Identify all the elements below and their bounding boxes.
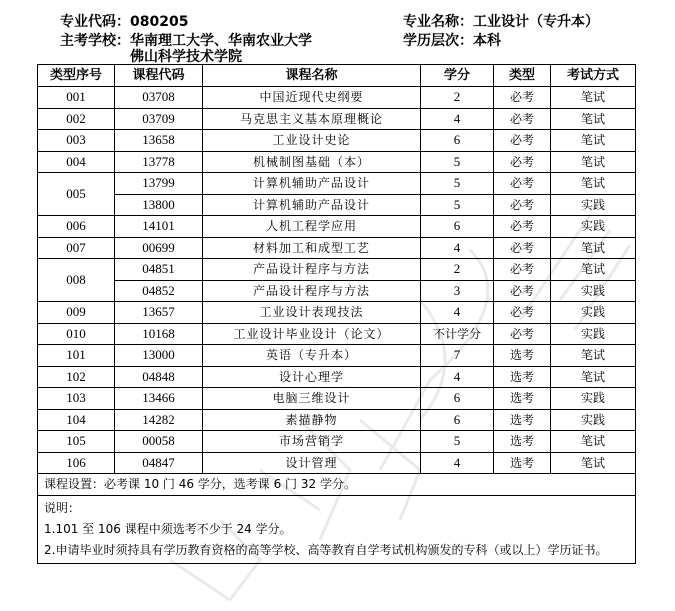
- credit-cell: 4: [421, 302, 494, 324]
- credit-cell: 5: [421, 194, 494, 216]
- credit-cell: 6: [421, 216, 494, 238]
- exam-cell: 实践: [551, 388, 636, 410]
- name-cell: 人机工程学应用: [203, 216, 421, 238]
- name-cell: 马克思主义基本原理概论: [203, 108, 421, 130]
- name-cell: 产品设计程序与方法: [203, 259, 421, 281]
- table-row: [38, 151, 636, 173]
- name-cell: 市场营销学: [203, 431, 421, 453]
- notes-title: 说明：: [44, 500, 81, 515]
- seq-cell: 102: [38, 366, 115, 388]
- schools-label: 主考学校：: [60, 33, 130, 49]
- table-row: [38, 259, 636, 281]
- credit-cell: 4: [421, 237, 494, 259]
- exam-cell: 笔试: [551, 108, 636, 130]
- exam-cell: 实践: [551, 194, 636, 216]
- note-1: 1.101 至 106 课程中须选考不少于 24 学分。: [44, 521, 292, 536]
- table-row: [38, 108, 636, 130]
- type-cell: 选考: [494, 431, 551, 453]
- name-cell: 计算机辅助产品设计: [203, 173, 421, 195]
- table-row: [38, 130, 636, 152]
- seq-cell: 106: [38, 452, 115, 474]
- name-cell: 设计心理学: [203, 366, 421, 388]
- summary-row: [38, 474, 636, 496]
- credit-cell: 6: [421, 388, 494, 410]
- table-row: [38, 345, 636, 367]
- exam-cell: 实践: [551, 280, 636, 302]
- code-cell: 10168: [115, 323, 203, 345]
- table-row: [38, 388, 636, 410]
- credit-cell: 4: [421, 108, 494, 130]
- table-row: [38, 452, 636, 474]
- seq-cell: 008: [38, 259, 115, 302]
- code-cell: 00699: [115, 237, 203, 259]
- schools-line1: 华南理工大学、华南农业大学: [130, 33, 312, 49]
- table-row: [38, 87, 636, 109]
- credit-cell: 6: [421, 130, 494, 152]
- seq-cell: 101: [38, 345, 115, 367]
- type-cell: 必考: [494, 259, 551, 281]
- course-summary: 课程设置：必考课 10 门 46 学分，选考课 6 门 32 学分。: [38, 474, 636, 496]
- seq-cell: 003: [38, 130, 115, 152]
- code-cell: 03708: [115, 87, 203, 109]
- exam-cell: 笔试: [551, 151, 636, 173]
- type-cell: 必考: [494, 130, 551, 152]
- type-cell: 必考: [494, 302, 551, 324]
- table-row: [38, 302, 636, 324]
- exam-cell: 实践: [551, 216, 636, 238]
- code-cell: 14101: [115, 216, 203, 238]
- exam-cell: 实践: [551, 302, 636, 324]
- exam-cell: 笔试: [551, 87, 636, 109]
- note-2: 2.申请毕业时须持具有学历教育资格的高等学校、高等教育自学考试机构颁发的专科（或以上）学历证书。: [44, 542, 608, 557]
- code-cell: 00058: [115, 431, 203, 453]
- exam-cell: 笔试: [551, 345, 636, 367]
- exam-cell: 笔试: [551, 237, 636, 259]
- credit-cell: 4: [421, 366, 494, 388]
- code-cell: 13000: [115, 345, 203, 367]
- credit-cell: 6: [421, 409, 494, 431]
- code-cell: 13657: [115, 302, 203, 324]
- credit-cell: 7: [421, 345, 494, 367]
- exam-cell: 笔试: [551, 173, 636, 195]
- name-cell: 素描静物: [203, 409, 421, 431]
- seq-cell: 005: [38, 173, 115, 216]
- table-row: [38, 237, 636, 259]
- type-cell: 必考: [494, 237, 551, 259]
- exam-cell: 笔试: [551, 431, 636, 453]
- notes-row: [38, 495, 636, 563]
- type-cell: 必考: [494, 194, 551, 216]
- credit-cell: 5: [421, 431, 494, 453]
- col-header-code: 课程代码: [115, 65, 203, 87]
- type-cell: 选考: [494, 452, 551, 474]
- name-cell: 工业设计毕业设计（论文）: [203, 323, 421, 345]
- major-name-label: 专业名称：: [403, 14, 473, 30]
- major-name: [403, 13, 599, 31]
- name-cell: 设计管理: [203, 452, 421, 474]
- major-code: [60, 13, 188, 31]
- exam-cell: 实践: [551, 323, 636, 345]
- table-row: [38, 323, 636, 345]
- credit-cell: 3: [421, 280, 494, 302]
- table-row: [38, 173, 636, 195]
- schools-line2: 佛山科学技术学院: [130, 49, 242, 65]
- seq-cell: 010: [38, 323, 115, 345]
- seq-cell: 105: [38, 431, 115, 453]
- seq-cell: 001: [38, 87, 115, 109]
- major-code-label: 专业代码：: [60, 14, 130, 30]
- name-cell: 产品设计程序与方法: [203, 280, 421, 302]
- table-row: [38, 194, 636, 216]
- credit-cell: 2: [421, 259, 494, 281]
- table-row: [38, 409, 636, 431]
- credit-cell: 4: [421, 452, 494, 474]
- seq-cell: 103: [38, 388, 115, 410]
- code-cell: 13800: [115, 194, 203, 216]
- type-cell: 必考: [494, 323, 551, 345]
- table-row: [38, 216, 636, 238]
- type-cell: 必考: [494, 173, 551, 195]
- education-level: [403, 32, 501, 50]
- exam-cell: 笔试: [551, 259, 636, 281]
- name-cell: 电脑三维设计: [203, 388, 421, 410]
- exam-cell: 笔试: [551, 452, 636, 474]
- name-cell: 计算机辅助产品设计: [203, 194, 421, 216]
- col-header-type: 类型: [494, 65, 551, 87]
- name-cell: 英语（专升本）: [203, 345, 421, 367]
- name-cell: 中国近现代史纲要: [203, 87, 421, 109]
- col-header-credit: 学分: [421, 65, 494, 87]
- credit-cell: 不计学分: [421, 323, 494, 345]
- name-cell: 材料加工和成型工艺: [203, 237, 421, 259]
- code-cell: 13799: [115, 173, 203, 195]
- credit-cell: 5: [421, 173, 494, 195]
- exam-cell: 笔试: [551, 130, 636, 152]
- table-row: [38, 431, 636, 453]
- name-cell: 工业设计表现技法: [203, 302, 421, 324]
- seq-cell: 104: [38, 409, 115, 431]
- course-table: [37, 64, 636, 564]
- seq-cell: 006: [38, 216, 115, 238]
- type-cell: 必考: [494, 280, 551, 302]
- type-cell: 必考: [494, 151, 551, 173]
- seq-cell: 007: [38, 237, 115, 259]
- seq-cell: 004: [38, 151, 115, 173]
- type-cell: 必考: [494, 108, 551, 130]
- notes: [38, 495, 636, 563]
- code-cell: 03709: [115, 108, 203, 130]
- type-cell: 选考: [494, 345, 551, 367]
- code-cell: 13778: [115, 151, 203, 173]
- code-cell: 04852: [115, 280, 203, 302]
- table-row: [38, 280, 636, 302]
- major-name-value: 工业设计（专升本）: [473, 14, 599, 30]
- name-cell: 机械制图基础（本）: [203, 151, 421, 173]
- exam-cell: 笔试: [551, 366, 636, 388]
- credit-cell: 2: [421, 87, 494, 109]
- major-code-value: 080205: [130, 14, 189, 30]
- code-cell: 04851: [115, 259, 203, 281]
- table-header-row: [38, 65, 636, 87]
- col-header-seq: 类型序号: [38, 65, 115, 87]
- type-cell: 选考: [494, 409, 551, 431]
- code-cell: 04848: [115, 366, 203, 388]
- col-header-name: 课程名称: [203, 65, 421, 87]
- type-cell: 选考: [494, 366, 551, 388]
- type-cell: 必考: [494, 216, 551, 238]
- exam-cell: 实践: [551, 409, 636, 431]
- code-cell: 04847: [115, 452, 203, 474]
- type-cell: 必考: [494, 87, 551, 109]
- type-cell: 选考: [494, 388, 551, 410]
- name-cell: 工业设计史论: [203, 130, 421, 152]
- level-label: 学历层次：: [403, 33, 473, 49]
- level-value: 本科: [473, 33, 501, 49]
- seq-cell: 009: [38, 302, 115, 324]
- credit-cell: 5: [421, 151, 494, 173]
- code-cell: 14282: [115, 409, 203, 431]
- table-row: [38, 366, 636, 388]
- code-cell: 13466: [115, 388, 203, 410]
- seq-cell: 002: [38, 108, 115, 130]
- col-header-exam: 考试方式: [551, 65, 636, 87]
- code-cell: 13658: [115, 130, 203, 152]
